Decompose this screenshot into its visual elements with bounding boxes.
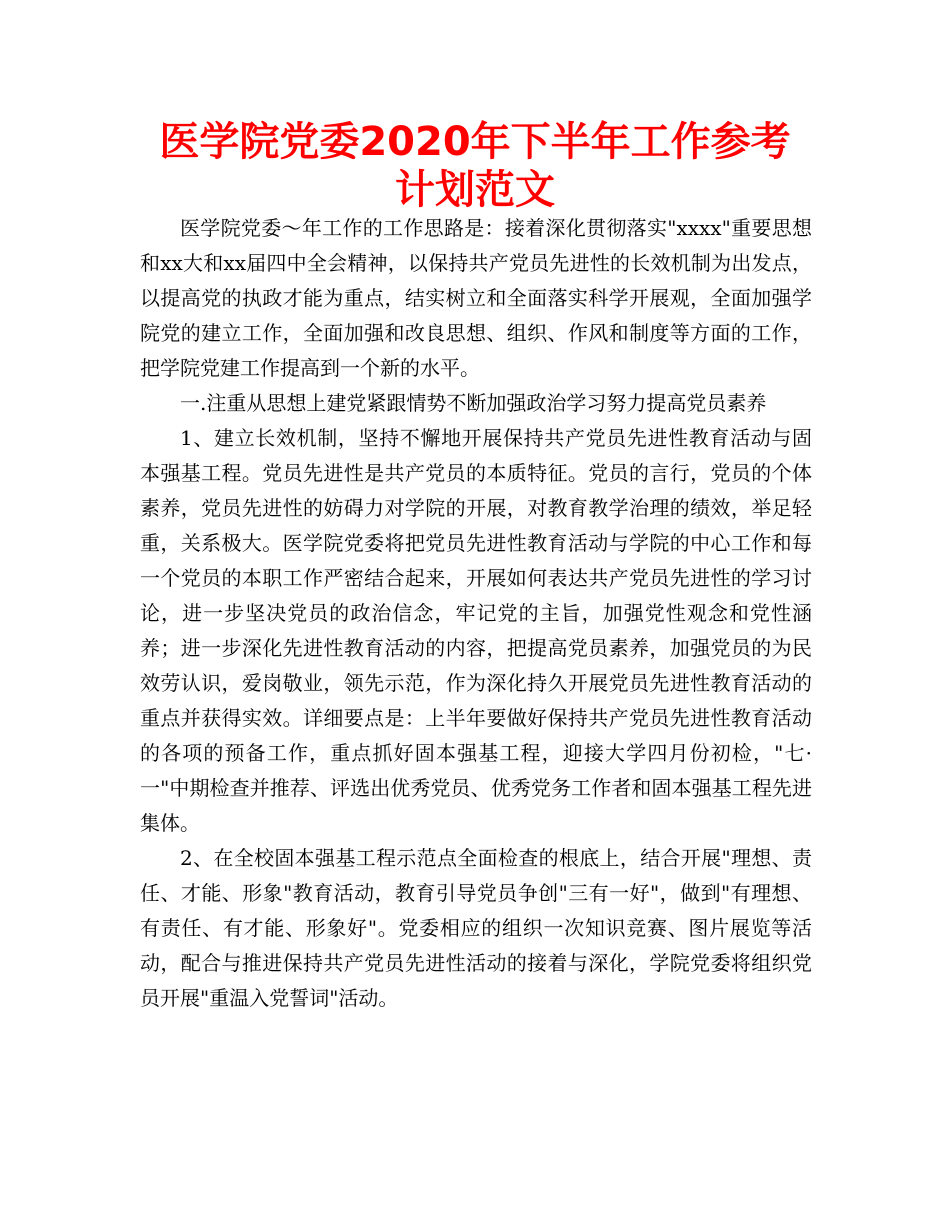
document-title: 医学院党委2020年下半年工作参考计划范文 xyxy=(159,119,791,213)
document-body xyxy=(140,211,812,1016)
paragraph-item-2: 2、在全校固本强基工程示范点全面检查的根底上，结合开展"理想、责任、才能、形象"教育活动，教育引导党员争创"三有一好"，做到"有理想、有责任、有才能、形象好"。党委相应的组织一次知识竞赛、图片展览等活动，配合与推进保持共产党员先进性活动的接着与深化，学院党委将组织党员开展"重温入党誓词"活动。 xyxy=(140,846,812,1010)
paragraph-item-1: 1、建立长效机制，坚持不懈地开展保持共产党员先进性教育活动与固本强基工程。党员先进性是共产党员的本质特征。党员的言行，党员的个体素养，党员先进性的妨碍力对学院的开展，对教育教学治理的绩效，举足轻重，关系极大。医学院党委将把党员先进性教育活动与学院的中心工作和每一个党员的本职工作严密结合起来，开展如何表达共产党员先进性的学习讨论，进一步坚决党员的政治信念，牢记党的主旨，加强党性观念和党性涵养；进一步深化先进性教育活动的内容，把提高党员素养，加强党员的为民效劳认识，爱岗敬业，领先示范，作为深化持久开展党员先进性教育活动的重点并获得实效。详细要点是：上半年要做好保持共产党员先进性教育活动的各项的预备工作，重点抓好固本强基工程，迎接大学四月份初检，"七·一"中期检查并推荐、评选出优秀党员、优秀党务工作者和固本强基工程先进集体。 xyxy=(140,426,812,835)
paragraph-intro: 医学院党委～年工作的工作思路是：接着深化贯彻落实"xxxx"重要思想和xx大和xx届四中全会精神，以保持共产党员先进性的长效机制为出发点，以提高党的执政才能为重点，结实树立和全面落实科学开展观，全面加强学院党的建立工作，全面加强和改良思想、组织、作风和制度等方面的工作，把学院党建工作提高到一个新的水平。 xyxy=(140,216,812,380)
section-heading-1: 一.注重从思想上建党紧跟情势不断加强政治学习努力提高党员素养 xyxy=(180,391,767,415)
